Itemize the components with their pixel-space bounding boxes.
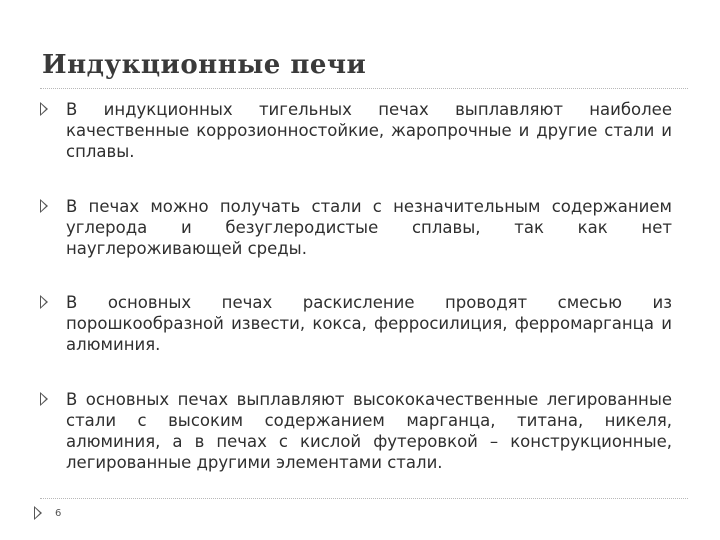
bullet-arrow-icon [40, 102, 48, 116]
title-divider [40, 88, 688, 89]
bullet-arrow-icon [40, 295, 48, 309]
slide-title: Индукционные печи [42, 50, 367, 80]
bullet-item [40, 292, 680, 355]
bullet-item [40, 196, 680, 259]
page-number: 6 [55, 508, 62, 519]
bullet-text: В печах можно получать стали с незначительным содержанием углерода и безуглеродистые сплавы, так как нет науглероживающей среды. [66, 197, 672, 258]
bullet-text: В основных печах выплавляют высококачественные легированные стали с высоким содержанием марганца, титана, никеля, алюминия, а в печах с кислой футеровкой – конструкционные, легированные другими элементами стали. [66, 390, 672, 472]
bullet-text: В индукционных тигельных печах выплавляют наиболее качественные коррозионностойкие, жаропрочные и другие стали и сплавы. [66, 100, 672, 161]
footer-divider [40, 498, 688, 499]
footer-arrow-icon [34, 506, 42, 520]
bullet-arrow-icon [40, 392, 48, 406]
bullet-arrow-icon [40, 199, 48, 213]
bullet-item [40, 389, 680, 473]
bullet-item [40, 99, 680, 162]
bullet-text: В основных печах раскисление проводят смесью из порошкообразной извести, кокса, ферросилиция, ферромарганца и алюминия. [66, 293, 672, 354]
